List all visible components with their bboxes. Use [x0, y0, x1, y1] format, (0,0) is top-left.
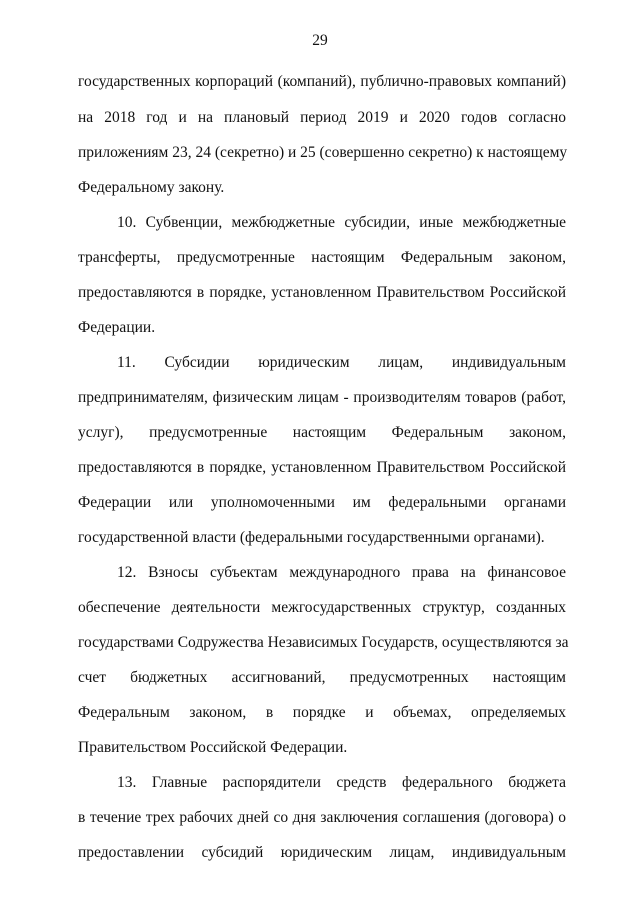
paragraph-start-line: 13. Главные распорядители средств федерального бюджета — [117, 774, 566, 791]
text-line: Правительством Российской Федерации. — [78, 739, 348, 756]
text-line: Федеральным законом, в порядке и объемах, определяемых — [78, 704, 566, 721]
text-line: приложениям 23, 24 (секретно) и 25 (совершенно секретно) к настоящему — [78, 144, 568, 161]
text-line: предоставлении субсидий юридическим лицам, индивидуальным — [78, 844, 566, 861]
text-line: государствами Содружества Независимых Государств, осуществляются за — [78, 634, 569, 651]
text-line: предпринимателям, физическим лицам - производителям товаров (работ, — [78, 389, 566, 406]
text-line: Федеральному закону. — [78, 179, 225, 196]
text-line: Федерации. — [78, 319, 156, 336]
paragraph-start-line: 11. Субсидии юридическим лицам, индивидуальным — [117, 354, 566, 371]
text-line: в течение трех рабочих дней со дня заключения соглашения (договора) о — [78, 809, 566, 826]
text-line: предоставляются в порядке, установленном Правительством Российской — [78, 459, 566, 476]
text-line: государственных корпораций (компаний), публично-правовых компаний) — [78, 73, 566, 90]
paragraph-start-line: 12. Взносы субъектам международного права на финансовое — [117, 564, 566, 581]
text-line: предоставляются в порядке, установленном Правительством Российской — [78, 284, 566, 301]
text-line: государственной власти (федеральными государственными органами). — [78, 529, 545, 546]
text-line: обеспечение деятельности межгосударственных структур, созданных — [78, 599, 566, 616]
text-line: счет бюджетных ассигнований, предусмотренных настоящим — [78, 669, 566, 686]
page-number: 29 — [312, 32, 328, 49]
text-line: услуг), предусмотренные настоящим Федеральным законом, — [78, 424, 566, 441]
text-line: трансферты, предусмотренные настоящим Федеральным законом, — [78, 249, 566, 266]
text-line: Федерации или уполномоченными им федеральными органами — [78, 494, 566, 511]
paragraph-start-line: 10. Субвенции, межбюджетные субсидии, иные межбюджетные — [117, 214, 566, 231]
text-line: на 2018 год и на плановый период 2019 и 2020 годов согласно — [78, 109, 566, 126]
